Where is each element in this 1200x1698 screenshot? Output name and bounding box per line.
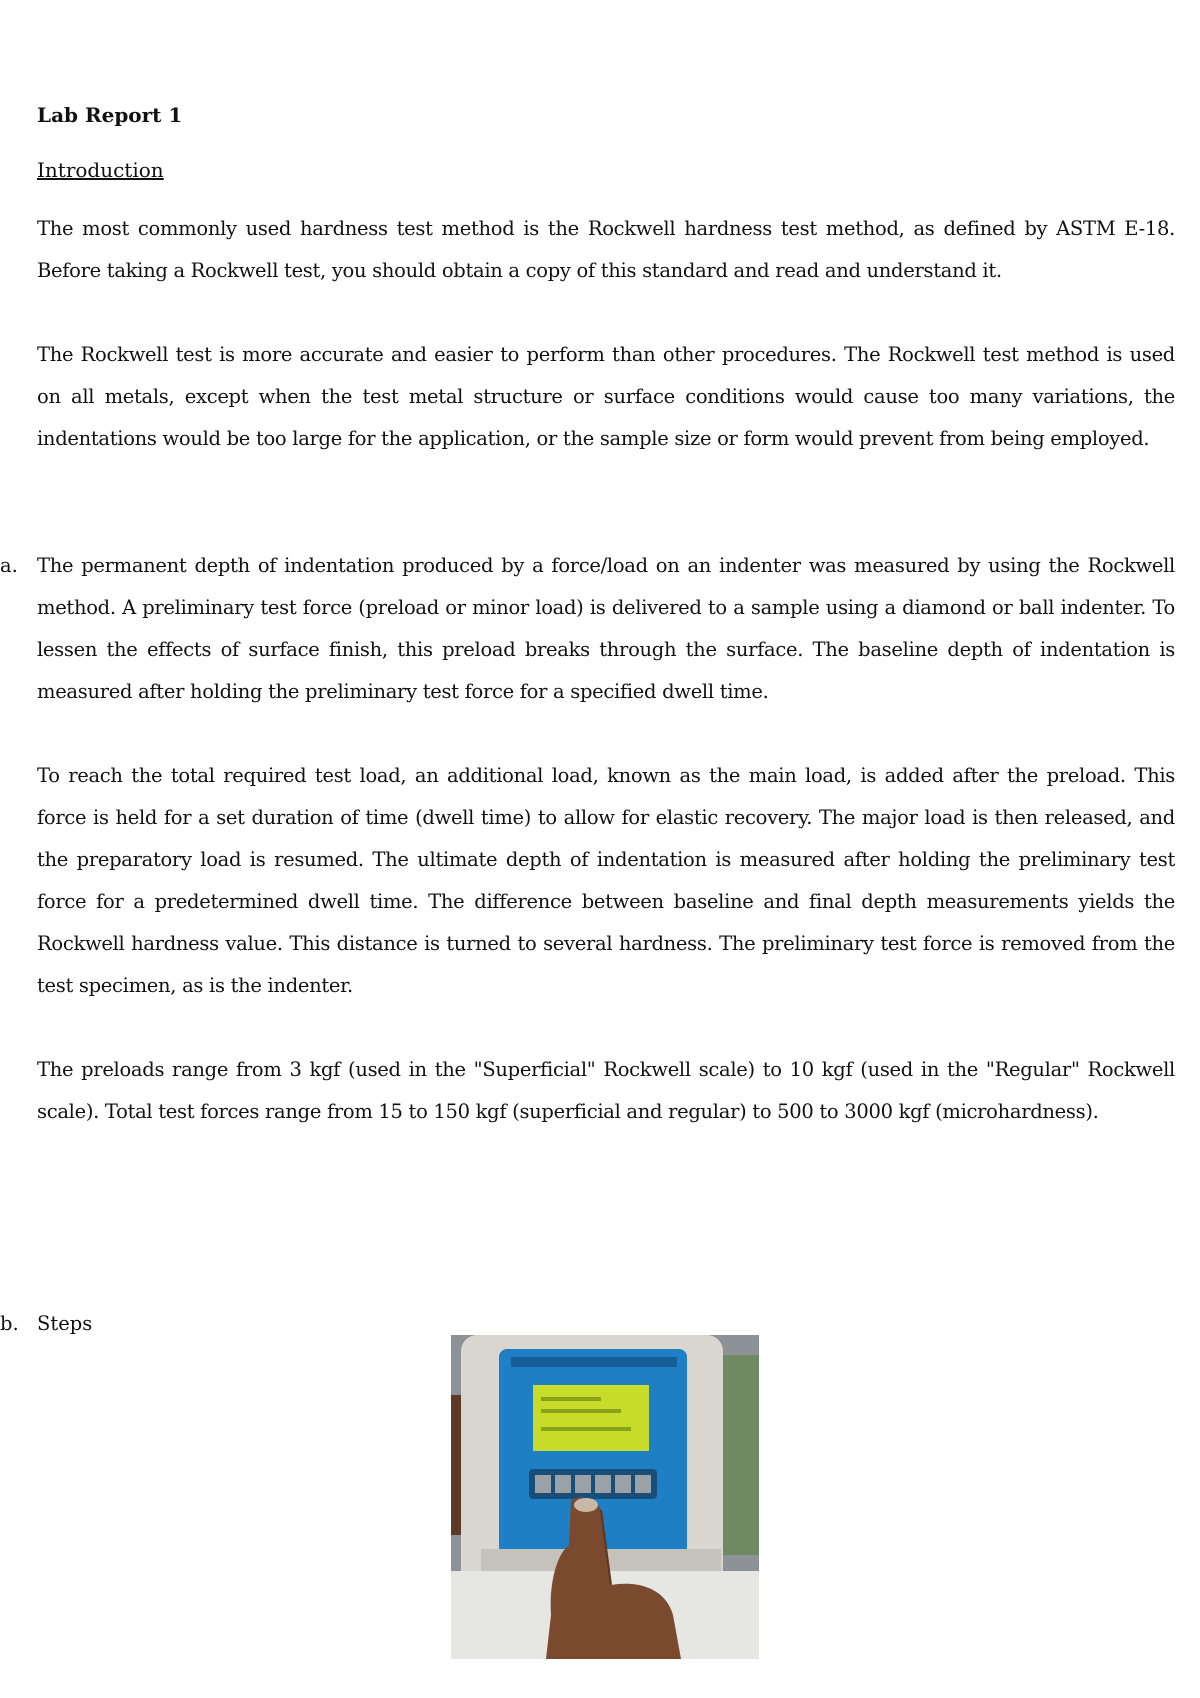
steps-label: Steps [37,1312,93,1335]
intro-paragraph-2: The Rockwell test is more accurate and easier to perform than other procedures. The Rockwell test method is used on all metals, except when the test metal structure or surface conditions would cause too many variations, the indentations would be too large for the application, or the sample size or form would prevent from being employed. [37,343,1175,450]
lcd-line [541,1409,621,1413]
lcd-line [541,1427,631,1431]
intro-paragraph-1: The most commonly used hardness test method is the Rockwell hardness test method, as defined by ASTM E-18. Before taking a Rockwell test, you should obtain a copy of this standard and read and understand it. [37,217,1175,282]
lcd-screen [533,1385,649,1451]
section-a-paragraph-2: To reach the total required test load, an additional load, known as the main load, is added after the preload. This force is held for a set duration of time (dwell time) to allow for elastic recovery. The major load is then released, and the preparatory load is resumed. The ultimate depth of indentation is measured after holding the preliminary test force for a predetermined dwell time. The difference between baseline and final depth measurements yields the Rockwell hardness value. This distance is turned to several hardness. The preliminary test force is removed from the test specimen, as is the indenter. [37,764,1175,997]
lcd-line [541,1397,601,1401]
section-a-paragraph-1: The permanent depth of indentation produced by a force/load on an indenter was measured by using the Rockwell method. A preliminary test force (preload or minor load) is delivered to a sample using a diamond or ball indenter. To lessen the effects of surface finish, this preload breaks through the surface. The baseline depth of indentation is measured after holding the preliminary test force for a specified dwell time. [37,554,1175,703]
list-marker-a: a. [0,554,18,577]
keypad-key [635,1475,651,1493]
keypad-key [535,1475,551,1493]
keypad-key [575,1475,591,1493]
panel-header-strip [511,1357,677,1367]
list-marker-b: b. [0,1312,19,1335]
keypad-key [555,1475,571,1493]
fingernail [574,1498,598,1512]
hardness-tester-photo [451,1335,759,1659]
section-a-paragraph-3: The preloads range from 3 kgf (used in the "Superficial" Rockwell scale) to 10 kgf (used in the "Regular" Rockwell scale). Total test forces range from 15 to 150 kgf (superficial and regular) to 500 to 3000 kgf (microhardness). [37,1058,1175,1123]
keypad-key [595,1475,611,1493]
keypad-key [615,1475,631,1493]
introduction-heading: Introduction [37,158,164,182]
tester-illustration [451,1335,759,1659]
report-title: Lab Report 1 [37,103,183,127]
